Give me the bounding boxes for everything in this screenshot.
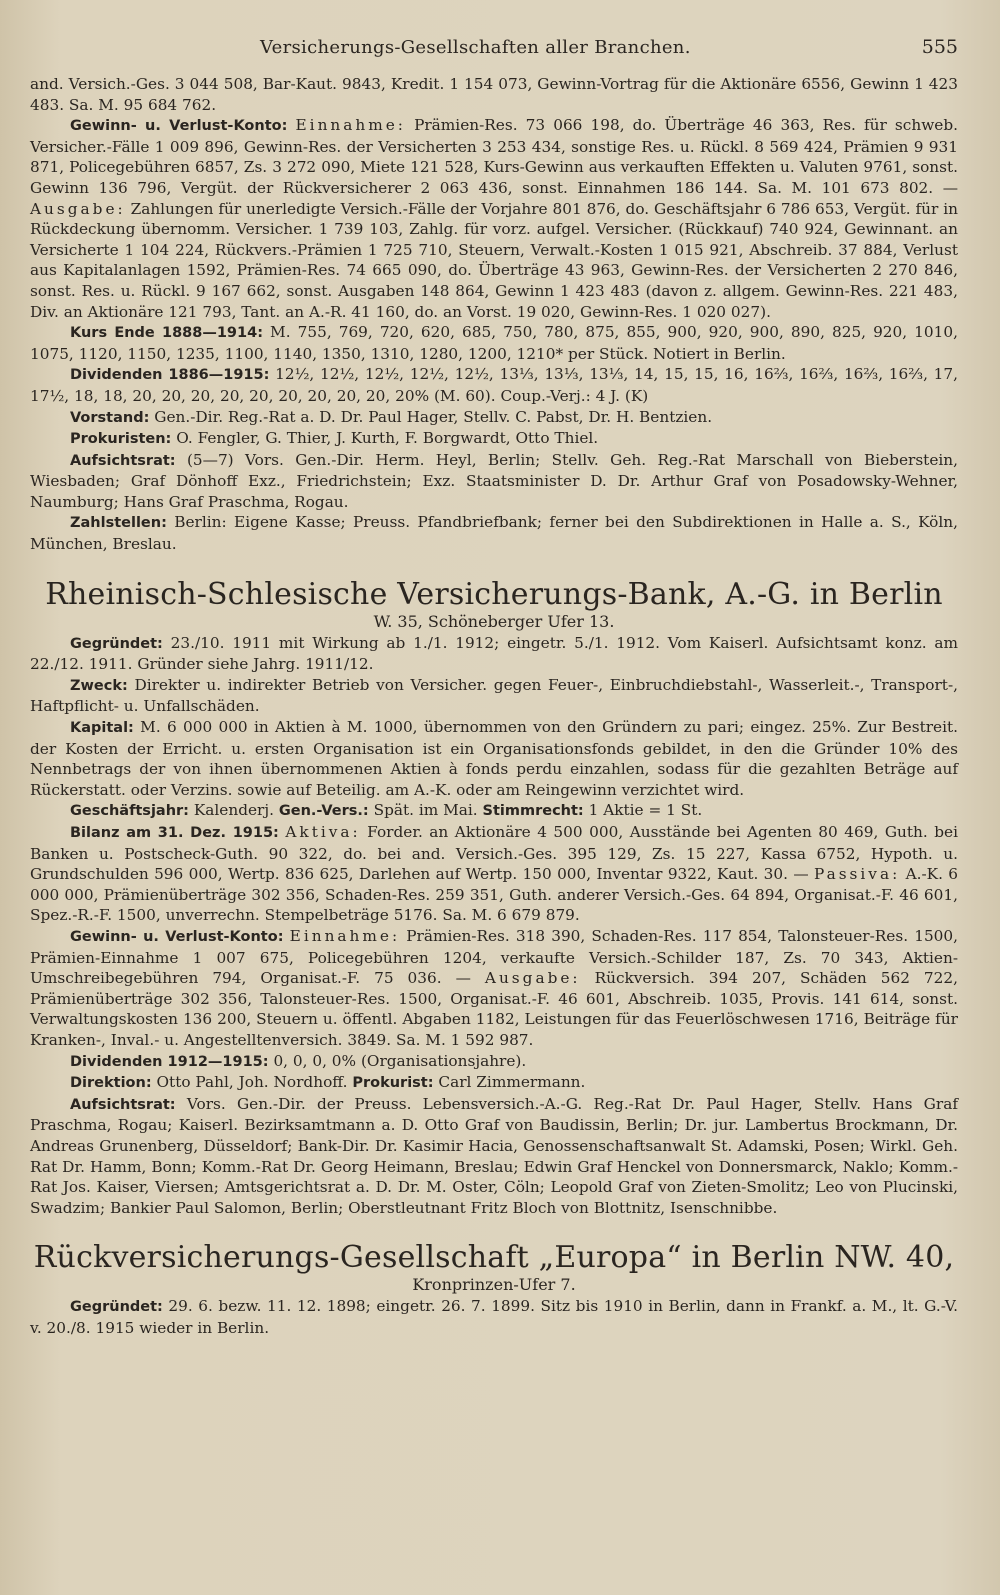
founded-paragraph bbox=[30, 633, 958, 675]
company-address: W. 35, Schöneberger Ufer 13. bbox=[373, 611, 615, 631]
fiscal-year-label: Geschäftsjahr: bbox=[70, 803, 189, 820]
board-label: Vorstand: bbox=[70, 409, 150, 426]
assets-label: Aktiva: bbox=[285, 823, 361, 841]
section-rheinisch-schlesische bbox=[30, 577, 958, 1219]
fiscal-year-paragraph bbox=[30, 800, 958, 822]
liabilities-label: Passiva: bbox=[813, 865, 901, 884]
section-europa bbox=[30, 1240, 958, 1338]
general-meeting-label: Gen.-Vers.: bbox=[278, 803, 369, 820]
profit-loss-paragraph-2 bbox=[30, 926, 958, 1051]
founded-label-2: Gegründet: bbox=[70, 1299, 163, 1316]
supervisory-board-label: Aufsichtsrat: bbox=[70, 452, 176, 469]
balance-sheet-paragraph bbox=[30, 822, 958, 926]
share-price-paragraph bbox=[30, 322, 958, 364]
founded-paragraph-2 bbox=[30, 1296, 958, 1338]
page-number: 555 bbox=[921, 36, 958, 58]
company-address-2: Kronprinzen-Ufer 7. bbox=[412, 1275, 576, 1295]
share-price-label: Kurs Ende 1888—1914: bbox=[70, 325, 263, 342]
supervisory-board-label-2: Aufsichtsrat: bbox=[70, 1096, 176, 1113]
board-text: Gen.-Dir. Reg.-Rat a. D. Dr. Paul Hager, Stellv. C. Pabst, Dr. H. Bentzien. bbox=[154, 407, 713, 426]
assets-text: Forder. an Aktionäre 4 500 000, Ausstände bei Agenten 80 469, Guth. bei Banken u. Postscheck-Guth. 90 322, do. bei and. Versich.-Ges. 395 129, Zs. 15 227, Kassa 6752, Hypoth. u. Grundschulden 596 000, Wertp. 836 625, Darlehen auf Wertp. 150 000, Inventar 9322, Kaut. 30. — bbox=[30, 823, 958, 884]
dividends-text-2: 0, 0, 0, 0% (Organisationsjahre). bbox=[273, 1051, 527, 1070]
founded-text: 23./10. 1911 mit Wirkung ab 1./1. 1912; eingetr. 5./1. 1912. Vom Kaiserl. Aufsichtsamt konz. am 22./12. 1911. Gründer siehe Jahrg. 1911/12. bbox=[30, 633, 958, 674]
income-label: Einnahme: bbox=[295, 116, 406, 135]
section-previous-company bbox=[30, 74, 958, 555]
founded-text-2: 29. 6. bezw. 11. 12. 1898; eingetr. 26. 7. 1899. Sitz bis 1910 in Berlin, dann in Frankf. a. M., lt. G.-V. v. 20./8. 1915 wieder in Berlin. bbox=[30, 1297, 958, 1337]
procurator-label: Prokurist: bbox=[352, 1075, 434, 1092]
board-paragraph bbox=[30, 407, 958, 429]
management-text: Otto Pahl, Joh. Nordhoff. bbox=[156, 1073, 348, 1092]
supervisory-board-text-2: Vors. Gen.-Dir. der Preuss. Lebensversich.-A.-G. Reg.-Rat Dr. Paul Hager, Stellv. Hans Graf Praschma, Rogau; Kaiserl. Bezirksamtmann a. D. Otto Graf von Baudissin, Berlin; Dr. jur. Lambertus Brockmann, Dr. Andreas Grunenberg, Düsseldorf; Bank-Dir. Dr. Kasimir Hacia, Genossenschaftsanwalt St. Adamski, Posen; Wirkl. Geh. Rat Dr. Hamm, Bonn; Komm.-Rat Dr. Georg Heimann, Breslau; Edwin Graf Henckel von Donnersmarck, Naklo; Komm.-Rat Jos. Kaiser, Viersen; Amtsgerichtsrat a. D. Dr. M. Oster, Cöln; Leopold Graf von Zieten-Smolitz; Leo von Plucinski, Swadzim; Bankier Paul Salomon, Berlin; Oberstleutnant Fritz Bloch von Blottnitz, Isenschnibbe. bbox=[30, 1094, 958, 1217]
dividends-label: Dividenden 1886—1915: bbox=[70, 367, 270, 384]
paying-agents-text: Berlin: Eigene Kasse; Preuss. Pfandbriefbank; ferner bei den Subdirektionen in Halle a. S., Köln, München, Breslau. bbox=[30, 513, 958, 554]
balance-continuation: and. Versich.-Ges. 3 044 508, Bar-Kaut. 9843, Kredit. 1 154 073, Gewinn-Vortrag für die Aktionäre 6556, Gewinn 1 423 483. Sa. M. 95 684 762. bbox=[30, 75, 958, 114]
profit-loss-income-2: Prämien-Res. 318 390, Schaden-Res. 117 854, Talonsteuer-Res. 1500, Prämien-Einnahme 1 007 675, Policegebühren 1204, verkaufte Versich.-Schilder 187, Zs. 70 343, Aktien-Umschreibegebühren 794, Organisat.-F. 75 036. — bbox=[30, 926, 959, 988]
dividends-text: 12½, 12½, 12½, 12½, 12½, 13⅓, 13⅓, 13⅓, 14, 15, 15, 16, 16⅔, 16⅔, 16⅔, 16⅔, 17, 17½, 18, 18, 20, 20, 20, 20, 20, 20, 20, 20, 20, 20% (M. 60). Coup.-Verj.: 4 J. (K) bbox=[30, 365, 959, 405]
running-title: Versicherungs-Gesellschaften aller Branchen. bbox=[260, 37, 691, 58]
general-meeting-text: Spät. im Mai. bbox=[373, 801, 478, 820]
purpose-paragraph bbox=[30, 675, 958, 717]
profit-loss-paragraph bbox=[30, 115, 958, 322]
voting-rights-text: 1 Aktie = 1 St. bbox=[588, 801, 703, 820]
paying-agents-label: Zahlstellen: bbox=[70, 515, 167, 532]
expense-label-2: Ausgabe: bbox=[484, 969, 581, 988]
capital-text: M. 6 000 000 in Aktien à M. 1000, übernommen von den Gründern zu pari; eingez. 25%. Zur Bestreit. der Kosten der Erricht. u. ersten Organisation ist ein Organisationsfonds gebildet, in den die Gründer 10% des Nennbetrags der von ihnen übernommenen Aktien à fonds perdu einzahlen, sodass für die gezahlten Beträge auf Rückerstatt. oder Verzins. sowie auf Beteilig. am A.-K. oder am Reingewinn verzichtet wird. bbox=[30, 718, 958, 799]
profit-loss-label-2: Gewinn- u. Verlust-Konto: bbox=[70, 928, 284, 945]
supervisory-board-text: (5—7) Vors. Gen.-Dir. Herm. Heyl, Berlin; Stellv. Geh. Reg.-Rat Marschall von Bieberstein, Wiesbaden; Graf Dönhoff Exz., Friedrichstein; Exz. Staatsminister D. Dr. Arthur Graf von Posadowsky-Wehner, Naumburg; Hans Graf Praschma, Rogau. bbox=[30, 450, 958, 511]
capital-label: Kapital: bbox=[70, 720, 134, 737]
purpose-label: Zweck: bbox=[70, 677, 128, 694]
company-title: Rheinisch-Schlesische Versicherungs-Bank, A.-G. in Berlin bbox=[45, 576, 943, 612]
liabilities-text: A.-K. 6 000 000, Prämienüberträge 302 356, Schaden-Res. 259 351, Guth. anderer Versich.-Ges. 64 894, Organisat.-F. 46 601, Spez.-R.-F. 1500, unverrechn. Stempelbeträge 5176. Sa. M. 6 679 879. bbox=[30, 865, 958, 925]
share-price-text: M. 755, 769, 720, 620, 685, 750, 780, 875, 855, 900, 920, 900, 890, 825, 920, 1010, 1075, 1120, 1150, 1235, 1100, 1140, 1350, 1310, 1280, 1200, 1210* per Stück. Notiert in Berlin. bbox=[30, 323, 958, 363]
voting-rights-label: Stimmrecht: bbox=[482, 803, 584, 820]
purpose-text: Direkter u. indirekter Betrieb von Versicher. gegen Feuer-, Einbruchdiebstahl-, Wasserleit.-, Transport-, Haftpflicht- u. Unfallschäden. bbox=[30, 675, 958, 716]
balance-sheet-label: Bilanz am 31. Dez. 1915: bbox=[70, 825, 279, 841]
profit-loss-expense-2: Rückversich. 394 207, Schäden 562 722, Prämienüberträge 302 356, Talonsteuer-Res. 1500, Organisat.-F. 46 601, Abschreib. 1035, Provis. 141 614, sonst. Verwaltungskosten 136 200, Steuern u. öffentl. Abgaben 1182, Leistungen für das Feuerlöschwesen 1716, Beiträge für Kranken-, Inval.- u. Angestelltenversich. 3849. Sa. M. 1 592 987. bbox=[30, 969, 958, 1049]
supervisory-board-paragraph-2 bbox=[30, 1094, 958, 1219]
capital-paragraph bbox=[30, 717, 958, 800]
profit-loss-expense: Zahlungen für unerledigte Versich.-Fälle der Vorjahre 801 876, do. Geschäftsjahr 6 786 653, Vergüt. für in Rückdeckung übernomm. Versicher. 1 739 103, Zahlg. für vorz. aufgel. Versicher. (Rückkauf) 740 924, Gewinnant. an Versicherte 1 104 224, Rückvers.-Prämien 1 725 710, Steuern, Verwalt.-Kosten 1 015 921, Abschreib. 37 884, Verlust aus Kapitalanlagen 1592, Prämien-Res. 74 665 090, do. Überträge 43 963, Gewinn-Res. der Versicherten 2 270 846, sonst. Res. u. Rückl. 9 167 662, sonst. Ausgaben 148 864, Gewinn 1 423 483 (davon z. allgem. Gewinn-Res. 221 483, Div. an Aktionäre 121 793, Tant. an A.-R. 41 160, do. an Vorst. 19 020, Gewinn-Res. 1 020 027). bbox=[30, 199, 958, 321]
management-label: Direktion: bbox=[70, 1075, 152, 1092]
procurators-label: Prokuristen: bbox=[70, 431, 172, 448]
procurators-text: O. Fengler, G. Thier, J. Kurth, F. Borgwardt, Otto Thiel. bbox=[176, 429, 599, 448]
procurator-text: Carl Zimmermann. bbox=[438, 1073, 586, 1092]
management-paragraph bbox=[30, 1072, 958, 1094]
dividends-paragraph bbox=[30, 364, 958, 406]
expense-label: Ausgabe: bbox=[30, 199, 126, 218]
fiscal-year-text: Kalenderj. bbox=[193, 801, 274, 820]
dividends-paragraph-2 bbox=[30, 1051, 958, 1073]
procurators-paragraph bbox=[30, 428, 958, 450]
company-title-2: Rückversicherungs-Gesellschaft „Europa“ in Berlin NW. 40, bbox=[33, 1240, 955, 1276]
founded-label: Gegründet: bbox=[70, 635, 163, 652]
profit-loss-income: Prämien-Res. 73 066 198, do. Überträge 46 363, Res. für schweb. Versicher.-Fälle 1 009 896, Gewinn-Res. der Versicherten 3 253 434, sonstige Res. u. Rückl. 8 569 424, Prämien 9 931 871, Policegebühren 6857, Zs. 3 272 090, Miete 121 528, Kurs-Gewinn aus verkauften Effekten u. Valuten 9761, sonst. Gewinn 136 796, Vergüt. der Rückversicherer 2 063 436, sonst. Einnahmen 186 144. Sa. M. 101 673 802. — bbox=[30, 116, 958, 197]
supervisory-board-paragraph bbox=[30, 450, 958, 513]
page-header bbox=[260, 36, 958, 58]
profit-loss-label: Gewinn- u. Verlust-Konto: bbox=[70, 118, 288, 135]
paying-agents-paragraph bbox=[30, 512, 958, 554]
income-label-2: Einnahme: bbox=[289, 926, 401, 945]
dividends-label-2: Dividenden 1912—1915: bbox=[70, 1053, 269, 1070]
